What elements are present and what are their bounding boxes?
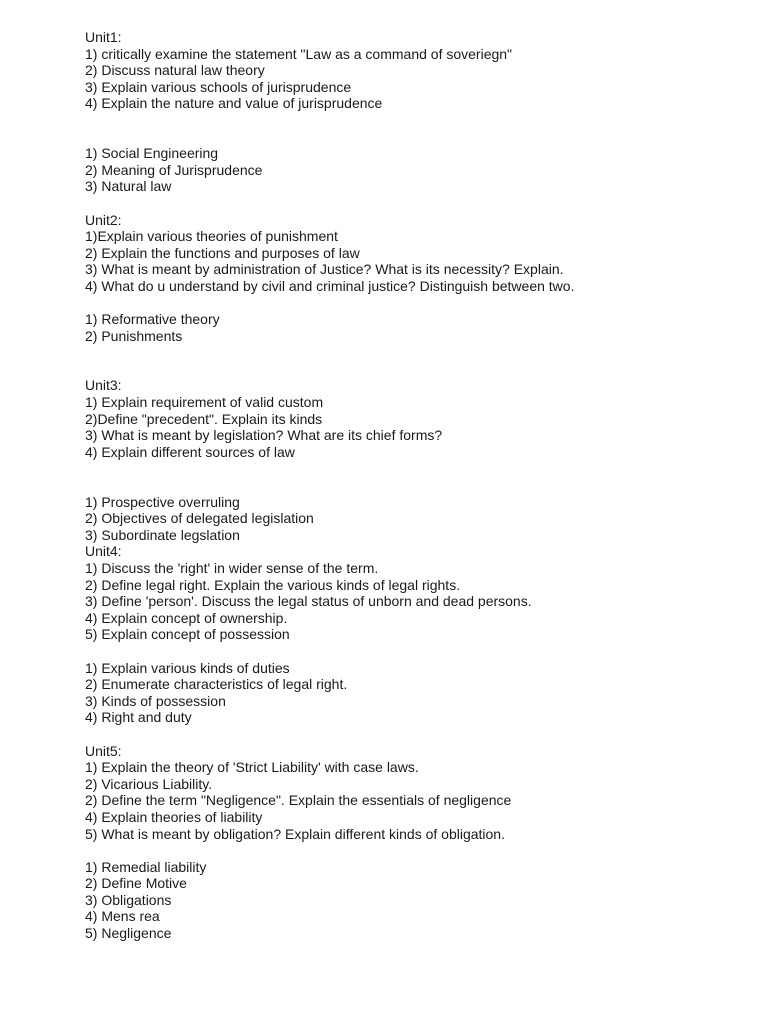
unit-4-section <box>85 543 755 726</box>
short-note-item: 2) Define Motive <box>85 875 187 892</box>
question-item: 3) What is meant by legislation? What are its chief forms? <box>85 427 443 444</box>
short-note-item: 4) Mens rea <box>85 908 160 925</box>
short-note-item: 1) Explain various kinds of duties <box>85 659 290 676</box>
question-item: 2) Explain the functions and purposes of law <box>85 244 360 261</box>
unit-heading: Unit4: <box>85 543 122 560</box>
short-note-item: 3) Kinds of possession <box>85 692 226 709</box>
unit-3-section <box>85 377 755 543</box>
short-note-item: 1) Prospective overruling <box>85 493 240 510</box>
question-item: 2) Discuss natural law theory <box>85 62 265 79</box>
short-note-item: 1) Social Engineering <box>85 145 219 162</box>
short-note-item: 3) Subordinate legslation <box>85 526 240 543</box>
question-item: 3) Explain various schools of jurisprudence <box>85 78 352 95</box>
question-item: 2)Define "precedent". Explain its kinds <box>85 410 323 427</box>
unit-heading: Unit3: <box>85 377 122 394</box>
short-note-item: 1) Remedial liability <box>85 858 207 875</box>
unit-2-section <box>85 212 755 345</box>
question-item: 4) Explain theories of liability <box>85 808 263 825</box>
short-note-item: 2) Meaning of Jurisprudence <box>85 161 263 178</box>
question-item: 5) Explain concept of possession <box>85 626 290 643</box>
question-item: 2) Vicarious Liability. <box>85 775 213 792</box>
question-item: 5) What is meant by obligation? Explain different kinds of obligation. <box>85 825 505 842</box>
short-note-item: 3) Natural law <box>85 178 172 195</box>
question-item: 3) What is meant by administration of Justice? What is its necessity? Explain. <box>85 261 564 278</box>
question-item: 4) Explain different sources of law <box>85 443 295 460</box>
question-item: 4) Explain concept of ownership. <box>85 609 288 626</box>
question-item: 4) What do u understand by civil and criminal justice? Distinguish between two. <box>85 277 575 294</box>
short-note-item: 2) Objectives of delegated legislation <box>85 510 314 527</box>
question-item: 4) Explain the nature and value of jurisprudence <box>85 95 383 112</box>
question-item: 1) Discuss the 'right' in wider sense of the term. <box>85 560 379 576</box>
short-note-item: 2) Enumerate characteristics of legal right. <box>85 676 348 693</box>
short-note-item: 5) Negligence <box>85 925 172 942</box>
question-item: 1) Explain the theory of 'Strict Liability' with case laws. <box>85 759 419 776</box>
unit-1-section <box>85 29 755 195</box>
question-item: 2) Define legal right. Explain the various kinds of legal rights. <box>85 576 461 593</box>
unit-heading: Unit2: <box>85 211 122 228</box>
short-note-item: 4) Right and duty <box>85 709 192 726</box>
question-item: 1) Explain requirement of valid custom <box>85 394 324 411</box>
question-item: 1) critically examine the statement "Law as a command of soveriegn" <box>85 45 513 62</box>
unit-heading: Unit1: <box>85 29 122 45</box>
unit-5-section <box>85 743 755 942</box>
question-item: 3) Define 'person'. Discuss the legal status of unborn and dead persons. <box>85 593 532 610</box>
short-note-item: 2) Punishments <box>85 327 183 344</box>
question-item: 1)Explain various theories of punishment <box>85 228 338 245</box>
unit-heading: Unit5: <box>85 742 122 759</box>
short-note-item: 3) Obligations <box>85 891 172 908</box>
document <box>85 29 755 942</box>
question-item: 2) Define the term "Negligence". Explain the essentials of negligence <box>85 792 512 809</box>
short-note-item: 1) Reformative theory <box>85 311 220 328</box>
